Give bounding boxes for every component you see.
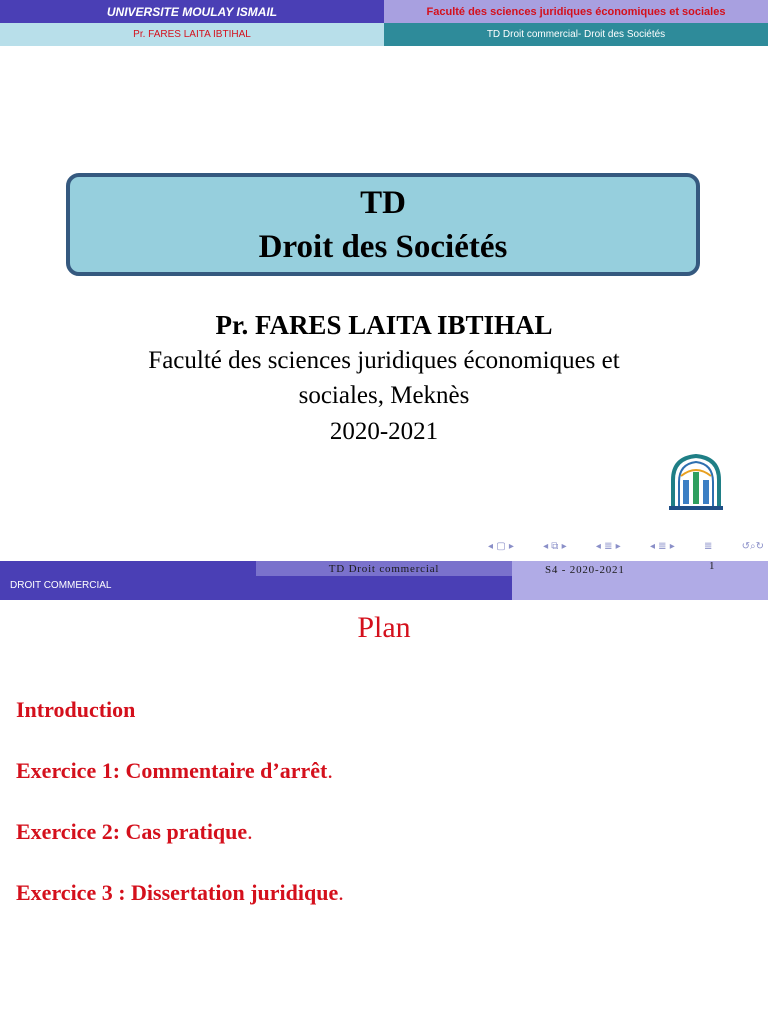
university-logo <box>663 450 729 516</box>
page-number: 1 <box>709 560 715 572</box>
plan-item-introduction <box>16 696 135 724</box>
plan-item-suffix: . <box>327 758 333 783</box>
nav-search-icon[interactable]: ↺⌕↻ <box>741 540 764 552</box>
plan-item-label: Introduction <box>16 697 136 722</box>
plan-item-label: Exercice 1: Commentaire d’arrêt <box>16 758 328 783</box>
affiliation <box>0 343 768 413</box>
title-line-2: Droit des Sociétés <box>258 228 508 265</box>
header-course: TD Droit commercial- Droit des Sociétés <box>384 23 768 46</box>
slide-navigation[interactable] <box>488 538 764 554</box>
footer-section-label: DROIT COMMERCIAL <box>10 580 112 591</box>
nav-toc-icon[interactable]: ≣ <box>703 540 713 552</box>
plan-item-suffix: . <box>338 880 344 905</box>
footer-mid-block <box>256 576 512 600</box>
affiliation-line-1: Faculté des sciences juridiques économiques et <box>148 347 620 374</box>
nav-subsection-icon[interactable]: ◂ ⧉ ▸ <box>543 540 567 552</box>
title-box <box>66 173 700 276</box>
plan-item-exercice-1 <box>16 757 333 785</box>
affiliation-line-2: sociales, Meknès <box>298 382 470 409</box>
footer-session: S4 - 2020-2021 <box>545 564 625 576</box>
plan-item-exercice-3 <box>16 879 344 907</box>
title-line-1: TD <box>360 184 406 221</box>
plan-item-label: Exercice 3 : Dissertation juridique <box>16 880 339 905</box>
academic-year: 2020-2021 <box>329 418 439 445</box>
nav-prev-frame-icon[interactable]: ◂ ▢ ▸ <box>488 540 514 552</box>
plan-item-label: Exercice 2: Cas pratique <box>16 819 248 844</box>
header-university: UNIVERSITE MOULAY ISMAIL <box>0 0 384 23</box>
nav-part-icon[interactable]: ◂ ≣ ▸ <box>649 540 675 552</box>
plan-item-suffix: . <box>247 819 253 844</box>
header-professor: Pr. FARES LAITA IBTIHAL <box>0 23 384 46</box>
plan-item-exercice-2 <box>16 818 253 846</box>
footer-course: TD Droit commercial <box>256 561 512 576</box>
plan-title: Plan <box>357 611 411 644</box>
header-faculty: Faculté des sciences juridiques économiques et sociales <box>384 0 768 23</box>
nav-section-icon[interactable]: ◂ ≣ ▸ <box>595 540 621 552</box>
author-name: Pr. FARES LAITA IBTIHAL <box>215 310 553 340</box>
